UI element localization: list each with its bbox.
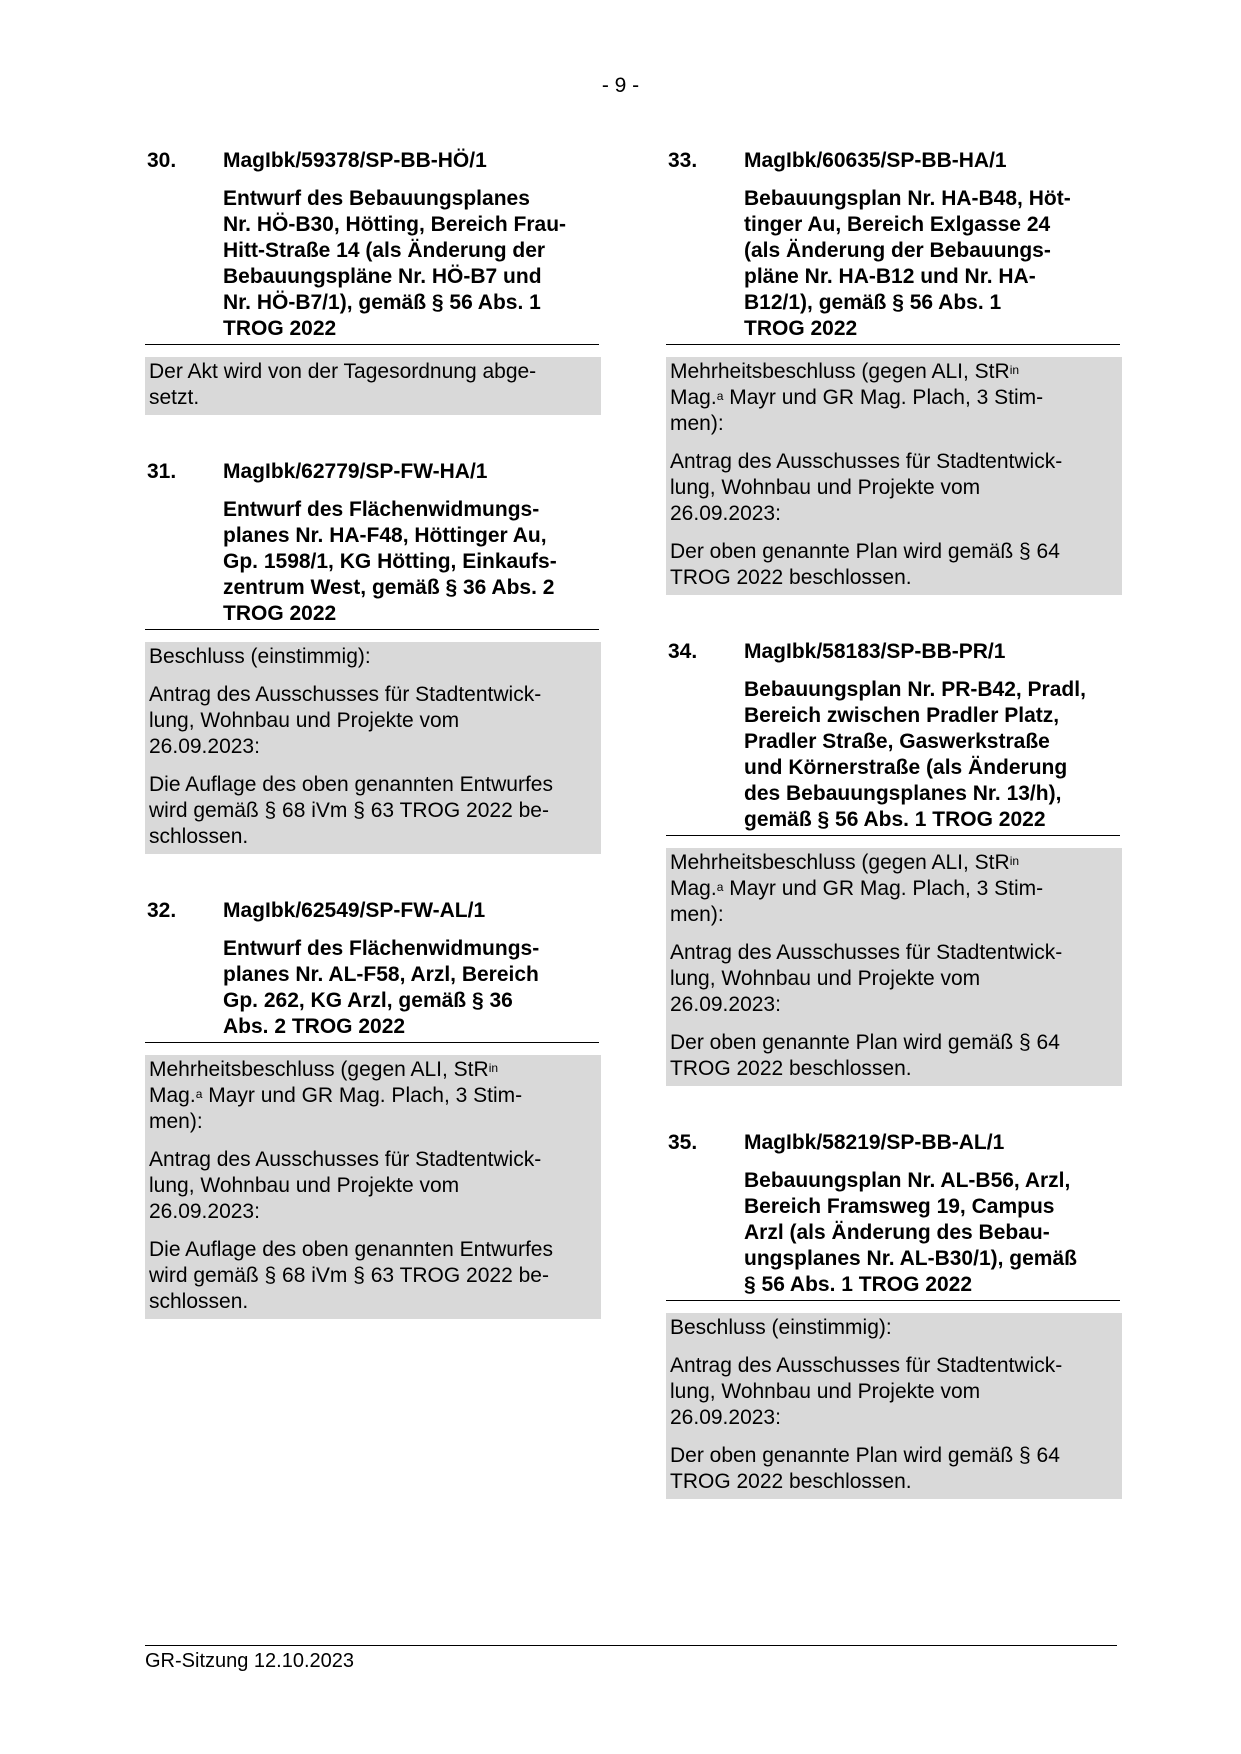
resolution-paragraph [149,682,597,760]
majority-text: Mehrheitsbeschluss (gegen ALI, StR [670,360,1010,383]
title-line: und Körnerstraße (als Änderung [744,756,1068,779]
title-line: planes Nr. AL-F58, Arzl, Bereich [223,963,539,986]
paragraph-line: Antrag des Ausschusses für Stadtentwick- [149,1148,542,1171]
paragraph-line: TROG 2022 beschlossen. [670,566,912,589]
item-number: 30. [147,149,177,172]
majority-line: men): [670,903,724,926]
item-number: 31. [147,460,177,483]
item-title [666,677,1120,836]
paragraph-line: 26.09.2023: [149,735,260,758]
resolution-paragraph [670,940,1118,1018]
right-column [666,148,1122,1543]
item-reference: MagIbk/60635/SP-BB-HA/1 [744,149,1007,172]
majority-line: men): [670,412,724,435]
title-line: Nr. HÖ-B30, Hötting, Bereich Frau- [223,213,567,236]
resolution-paragraph [149,644,597,670]
superscript: a [716,880,724,894]
title-line: Bebauungsplan Nr. AL-B56, Arzl, [744,1169,1071,1192]
title-line: pläne Nr. HA-B12 und Nr. HA- [744,265,1036,288]
paragraph-line: 26.09.2023: [670,1406,781,1429]
item-reference: MagIbk/58219/SP-BB-AL/1 [744,1131,1005,1154]
majority-text: Mag. [670,386,717,409]
item-header [145,459,601,485]
item-reference: MagIbk/58183/SP-BB-PR/1 [744,640,1006,663]
majority-line [670,850,1118,876]
title-line: Arzl (als Änderung des Bebau- [744,1221,1050,1244]
resolution-paragraph [149,1147,597,1225]
majority-decision [149,1057,597,1135]
superscript: in [1009,854,1020,868]
agenda-item [145,898,601,1319]
item-title [145,936,599,1043]
title-line: TROG 2022 [223,602,337,625]
resolution-paragraph [149,1237,597,1315]
title-line: Bebauungsplan Nr. PR-B42, Pradl, [744,678,1086,701]
title-line: (als Änderung der Bebauungs- [744,239,1051,262]
page-number: - 9 - [601,74,640,97]
paragraph-line: TROG 2022 beschlossen. [670,1470,912,1493]
paragraph-line: wird gemäß § 68 iVm § 63 TROG 2022 be- [149,1264,549,1287]
superscript: in [488,1061,499,1075]
majority-text: Mayr und GR Mag. Plach, 3 Stim- [723,877,1044,900]
paragraph-line: lung, Wohnbau und Projekte vom [149,1174,460,1197]
majority-text: Mehrheitsbeschluss (gegen ALI, StR [149,1058,489,1081]
title-line: Pradler Straße, Gaswerkstraße [744,730,1050,753]
resolution-paragraph [670,1443,1118,1495]
agenda-item [666,639,1122,1086]
paragraph-line: Die Auflage des oben genannten Entwurfes [149,773,553,796]
paragraph-line: setzt. [149,386,200,409]
resolution-box [145,1055,601,1319]
item-header [145,148,601,174]
item-reference: MagIbk/62779/SP-FW-HA/1 [223,460,488,483]
paragraph-line: lung, Wohnbau und Projekte vom [670,967,981,990]
resolution-box [666,848,1122,1086]
majority-line [670,385,1118,411]
paragraph-line: 26.09.2023: [149,1200,260,1223]
paragraph-line: 26.09.2023: [670,993,781,1016]
majority-text: Mag. [149,1084,196,1107]
resolution-paragraph [670,449,1118,527]
title-line: Bebauungspläne Nr. HÖ-B7 und [223,265,542,288]
item-reference: MagIbk/59378/SP-BB-HÖ/1 [223,149,487,172]
item-number: 33. [668,149,698,172]
item-number: 34. [668,640,698,663]
resolution-paragraph [149,359,597,411]
majority-line [149,1083,597,1109]
title-line: TROG 2022 [744,317,858,340]
paragraph-line: lung, Wohnbau und Projekte vom [149,709,460,732]
title-line: TROG 2022 [223,317,337,340]
item-number: 32. [147,899,177,922]
item-title [666,186,1120,345]
majority-decision [670,359,1118,437]
title-line: Abs. 2 TROG 2022 [223,1015,406,1038]
paragraph-line: TROG 2022 beschlossen. [670,1057,912,1080]
agenda-item [145,148,601,415]
title-line: ungsplanes Nr. AL-B30/1), gemäß [744,1247,1077,1270]
title-line: Gp. 262, KG Arzl, gemäß § 36 [223,989,513,1012]
majority-line: men): [149,1110,203,1133]
title-line: Entwurf des Bebauungsplanes [223,187,530,210]
title-line: gemäß § 56 Abs. 1 TROG 2022 [744,808,1046,831]
paragraph-line: Die Auflage des oben genannten Entwurfes [149,1238,553,1261]
item-title [666,1168,1120,1301]
resolution-box [145,357,601,415]
item-header [666,639,1122,665]
title-line: Gp. 1598/1, KG Hötting, Einkaufs- [223,550,557,573]
paragraph-line: Der oben genannte Plan wird gemäß § 64 [670,1031,1060,1054]
title-line: tinger Au, Bereich Exlgasse 24 [744,213,1051,236]
title-line: § 56 Abs. 1 TROG 2022 [744,1273,972,1296]
title-line: Entwurf des Flächenwidmungs- [223,498,540,521]
paragraph-line: schlossen. [149,1290,249,1313]
majority-decision [670,850,1118,928]
agenda-item [145,459,601,854]
resolution-box [666,1313,1122,1499]
left-column [145,148,601,1363]
item-reference: MagIbk/62549/SP-FW-AL/1 [223,899,486,922]
paragraph-line: lung, Wohnbau und Projekte vom [670,1380,981,1403]
agenda-item [666,1130,1122,1499]
title-line: des Bebauungsplanes Nr. 13/h), [744,782,1062,805]
resolution-paragraph [670,1315,1118,1341]
majority-text: Mehrheitsbeschluss (gegen ALI, StR [670,851,1010,874]
paragraph-line: wird gemäß § 68 iVm § 63 TROG 2022 be- [149,799,549,822]
resolution-paragraph [670,539,1118,591]
title-line: zentrum West, gemäß § 36 Abs. 2 [223,576,555,599]
paragraph-line: Beschluss (einstimmig): [149,645,371,668]
majority-line [670,359,1118,385]
superscript: in [1009,363,1020,377]
superscript: a [716,389,724,403]
title-line: Hitt-Straße 14 (als Änderung der [223,239,546,262]
footer: GR-Sitzung 12.10.2023 [145,1645,1117,1673]
paragraph-line: Antrag des Ausschusses für Stadtentwick- [149,683,542,706]
resolution-box [666,357,1122,595]
title-line: Bereich zwischen Pradler Platz, [744,704,1060,727]
title-line: Nr. HÖ-B7/1), gemäß § 56 Abs. 1 [223,291,541,314]
paragraph-line: Beschluss (einstimmig): [670,1316,892,1339]
agenda-item [666,148,1122,595]
paragraph-line: Der oben genannte Plan wird gemäß § 64 [670,540,1060,563]
item-title [145,186,599,345]
majority-text: Mayr und GR Mag. Plach, 3 Stim- [723,386,1044,409]
majority-text: Mayr und GR Mag. Plach, 3 Stim- [202,1084,523,1107]
paragraph-line: schlossen. [149,825,249,848]
paragraph-line: lung, Wohnbau und Projekte vom [670,476,981,499]
paragraph-line: Antrag des Ausschusses für Stadtentwick- [670,1354,1063,1377]
resolution-box [145,642,601,854]
paragraph-line: Antrag des Ausschusses für Stadtentwick- [670,450,1063,473]
majority-line [149,1057,597,1083]
resolution-paragraph [670,1030,1118,1082]
title-line: Entwurf des Flächenwidmungs- [223,937,540,960]
title-line: Bereich Framsweg 19, Campus [744,1195,1055,1218]
paragraph-line: Der Akt wird von der Tagesordnung abge- [149,360,537,383]
resolution-paragraph [670,1353,1118,1431]
item-header [145,898,601,924]
item-header [666,1130,1122,1156]
majority-line [670,876,1118,902]
item-number: 35. [668,1131,698,1154]
item-title [145,497,599,630]
title-line: Bebauungsplan Nr. HA-B48, Höt- [744,187,1071,210]
title-line: B12/1), gemäß § 56 Abs. 1 [744,291,1002,314]
paragraph-line: Antrag des Ausschusses für Stadtentwick- [670,941,1063,964]
superscript: a [195,1087,203,1101]
title-line: planes Nr. HA-F48, Höttinger Au, [223,524,547,547]
paragraph-line: 26.09.2023: [670,502,781,525]
resolution-paragraph [149,772,597,850]
majority-text: Mag. [670,877,717,900]
item-header [666,148,1122,174]
paragraph-line: Der oben genannte Plan wird gemäß § 64 [670,1444,1060,1467]
